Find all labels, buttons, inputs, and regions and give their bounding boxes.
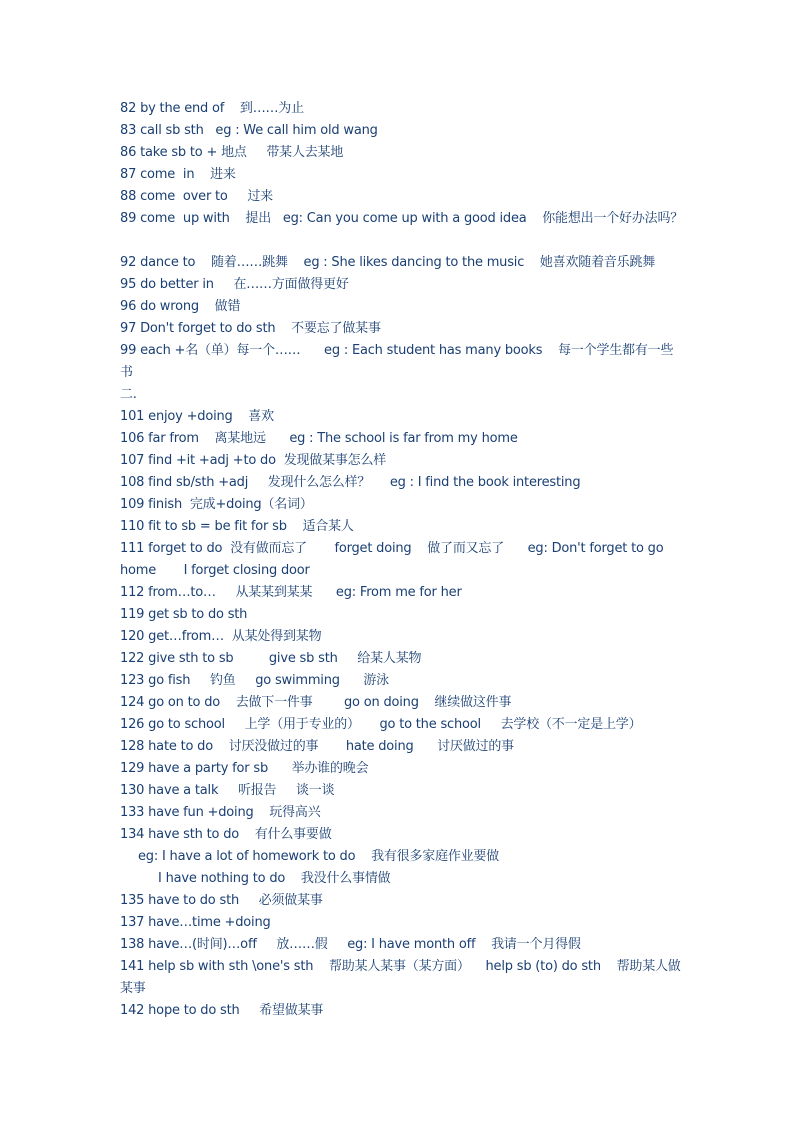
text-line: 99 each +名（单）每一个…… eg : Each student has many books 每一个学生都有一些	[120, 343, 674, 358]
text-line: 86 take sb to + 地点 带某人去某地	[120, 145, 344, 160]
text-line: 96 do wrong 做错	[120, 299, 241, 314]
text-line: 97 Don't forget to do sth 不要忘了做某事	[120, 321, 381, 336]
blank-line	[120, 230, 700, 252]
text-line: 87 come in 进来	[120, 167, 236, 182]
text-line: 123 go fish 钓鱼 go swimming 游泳	[120, 673, 389, 688]
text-line: 134 have sth to do 有什么事要做	[120, 827, 332, 842]
example-line: eg: I have a lot of homework to do 我有很多家庭作业要做	[138, 849, 500, 864]
text-line: 106 far from 离某地远 eg : The school is far from my home	[120, 431, 518, 446]
section-heading: 二.	[120, 387, 137, 402]
text-line: 120 get…from… 从某处得到某物	[120, 629, 322, 644]
text-line: 138 have…(时间)…off 放……假 eg: I have month off 我请一个月得假	[120, 937, 581, 952]
text-line: 133 have fun +doing 玩得高兴	[120, 805, 321, 820]
text-line: 141 help sb with sth \one's sth 帮助某人某事（某方面） help sb (to) do sth 帮助某人做	[120, 959, 681, 974]
text-line: 89 come up with 提出 eg: Can you come up with a good idea 你能想出一个好办法吗？	[120, 211, 684, 226]
text-line: 108 find sb/sth +adj 发现什么怎么样？ eg : I find the book interesting	[120, 475, 581, 490]
text-line: 107 find +it +adj +to do 发现做某事怎么样	[120, 453, 387, 468]
text-line: 书	[120, 365, 133, 380]
text-line: 122 give sth to sb give sb sth 给某人某物	[120, 651, 422, 666]
text-line: 某事	[120, 981, 146, 996]
text-line: 92 dance to 随着……跳舞 eg : She likes dancing to the music 她喜欢随着音乐跳舞	[120, 255, 656, 270]
text-line: 109 finish 完成+doing（名词）	[120, 497, 313, 512]
text-line: 126 go to school 上学（用于专业的） go to the school 去学校（不一定是上学）	[120, 717, 642, 732]
text-line: 137 have…time +doing	[120, 915, 271, 930]
text-line: 88 come over to 过来	[120, 189, 273, 204]
example-line: I have nothing to do 我没什么事情做	[158, 871, 391, 886]
text-line: 95 do better in 在……方面做得更好	[120, 277, 349, 292]
text-line: 83 call sb sth eg : We call him old wang	[120, 123, 378, 138]
text-line: 130 have a talk 听报告 谈一谈	[120, 783, 335, 798]
text-line: 119 get sb to do sth	[120, 607, 248, 622]
text-line: 101 enjoy +doing 喜欢	[120, 409, 274, 424]
text-line: 111 forget to do 没有做而忘了 forget doing 做了而又忘了 eg: Don't forget to go	[120, 541, 664, 556]
text-line: 135 have to do sth 必须做某事	[120, 893, 323, 908]
text-line: 124 go on to do 去做下一件事 go on doing 继续做这件事	[120, 695, 512, 710]
text-line: 128 hate to do 讨厌没做过的事 hate doing 讨厌做过的事	[120, 739, 514, 754]
text-line: 129 have a party for sb 举办谁的晚会	[120, 761, 369, 776]
text-line: 142 hope to do sth 希望做某事	[120, 1003, 324, 1018]
text-line: home I forget closing door	[120, 563, 310, 578]
text-line: 112 from…to… 从某某到某某 eg: From me for her	[120, 585, 462, 600]
text-line: 82 by the end of 到……为止	[120, 101, 304, 116]
text-line: 110 fit to sb = be fit for sb 适合某人	[120, 519, 354, 534]
phrase-list	[120, 98, 700, 1022]
